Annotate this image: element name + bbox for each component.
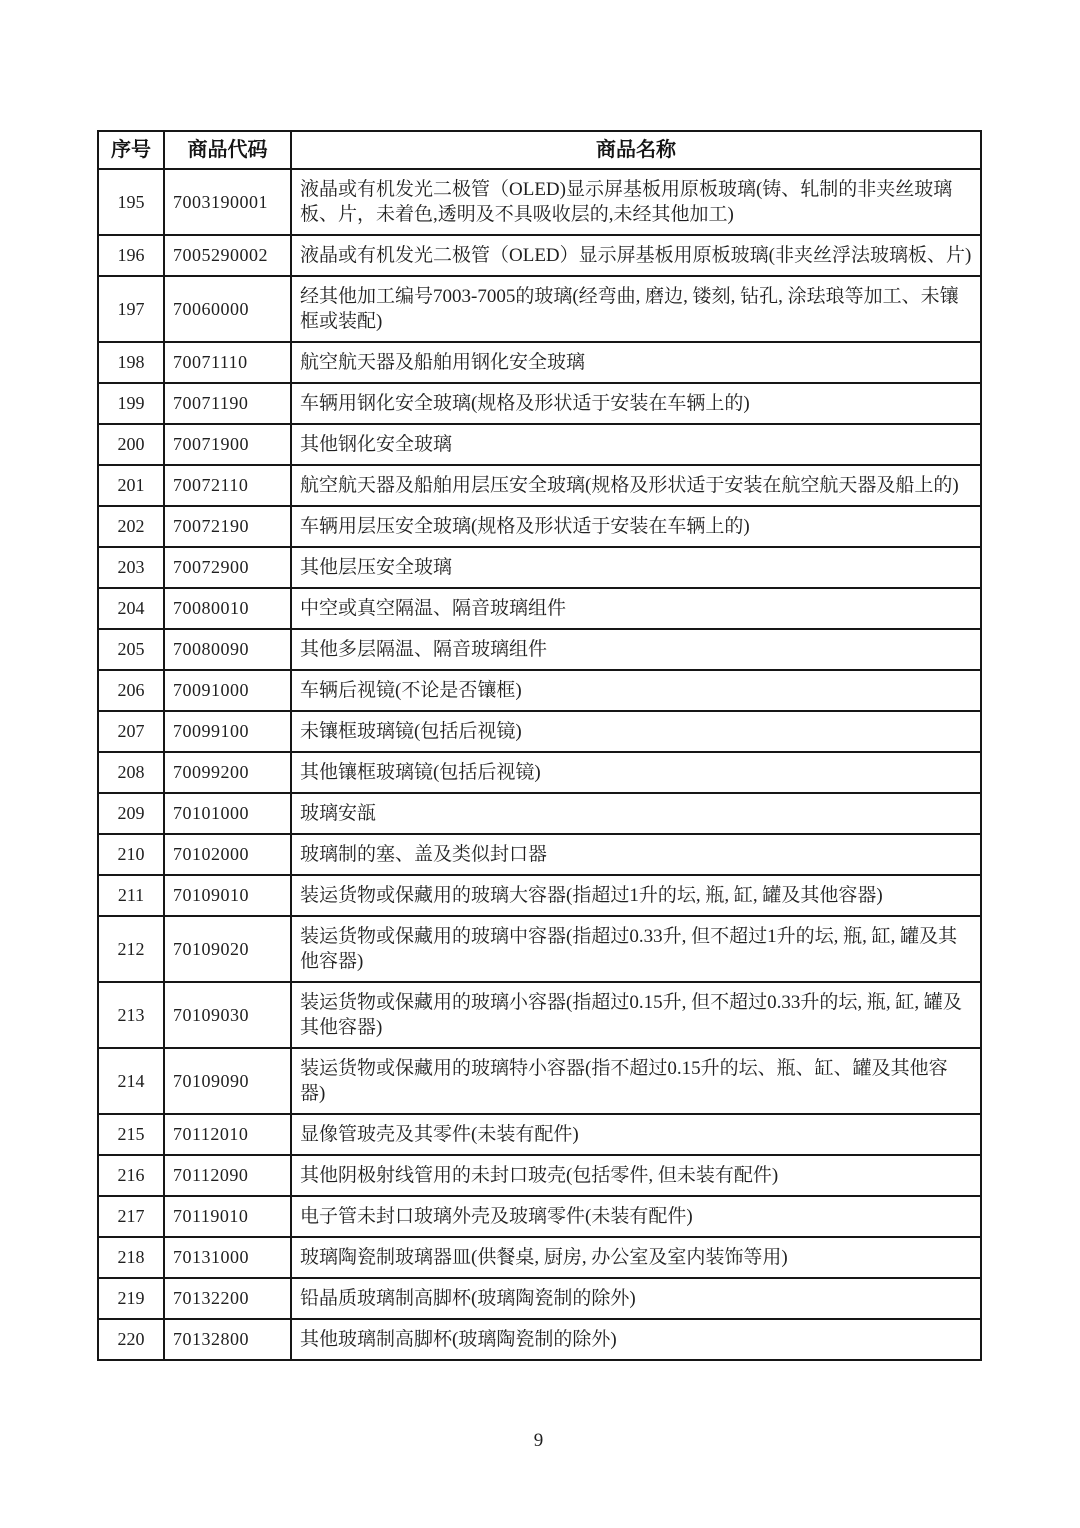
row-commodity-code: 70109020 — [164, 916, 291, 982]
row-serial-number: 208 — [98, 752, 164, 793]
row-commodity-code: 70071190 — [164, 383, 291, 424]
table-row — [98, 342, 981, 383]
row-serial-number: 211 — [98, 875, 164, 916]
row-serial-number: 195 — [98, 169, 164, 235]
row-serial-number: 201 — [98, 465, 164, 506]
row-serial-number: 200 — [98, 424, 164, 465]
row-commodity-name: 电子管未封口玻璃外壳及玻璃零件(未装有配件) — [291, 1196, 981, 1237]
table-row — [98, 1048, 981, 1114]
row-serial-number: 219 — [98, 1278, 164, 1319]
col-header-name: 商品名称 — [291, 131, 981, 169]
row-commodity-name: 航空航天器及船舶用层压安全玻璃(规格及形状适于安装在航空航天器及船上的) — [291, 465, 981, 506]
row-commodity-name: 其他玻璃制高脚杯(玻璃陶瓷制的除外) — [291, 1319, 981, 1360]
table-row — [98, 235, 981, 276]
table-row — [98, 506, 981, 547]
table-row — [98, 169, 981, 235]
table-row — [98, 1196, 981, 1237]
table-row — [98, 629, 981, 670]
row-commodity-code: 70072190 — [164, 506, 291, 547]
row-serial-number: 220 — [98, 1319, 164, 1360]
row-commodity-code: 70109090 — [164, 1048, 291, 1114]
col-header-serial: 序号 — [98, 131, 164, 169]
row-commodity-name: 车辆用钢化安全玻璃(规格及形状适于安装在车辆上的) — [291, 383, 981, 424]
row-serial-number: 204 — [98, 588, 164, 629]
table-row — [98, 982, 981, 1048]
commodity-table — [97, 130, 982, 1361]
row-commodity-name: 航空航天器及船舶用钢化安全玻璃 — [291, 342, 981, 383]
table-row — [98, 1278, 981, 1319]
row-commodity-code: 70080090 — [164, 629, 291, 670]
row-commodity-name: 玻璃安瓿 — [291, 793, 981, 834]
row-commodity-code: 70131000 — [164, 1237, 291, 1278]
table-row — [98, 711, 981, 752]
row-serial-number: 214 — [98, 1048, 164, 1114]
row-serial-number: 206 — [98, 670, 164, 711]
row-serial-number: 197 — [98, 276, 164, 342]
row-commodity-code: 70071110 — [164, 342, 291, 383]
row-commodity-code: 70072900 — [164, 547, 291, 588]
table-row — [98, 465, 981, 506]
row-serial-number: 207 — [98, 711, 164, 752]
row-serial-number: 215 — [98, 1114, 164, 1155]
row-commodity-name: 未镶框玻璃镜(包括后视镜) — [291, 711, 981, 752]
row-commodity-name: 装运货物或保藏用的玻璃中容器(指超过0.33升, 但不超过1升的坛, 瓶, 缸, 罐及其他容器) — [291, 916, 981, 982]
page-number: 9 — [533, 1430, 544, 1451]
row-serial-number: 212 — [98, 916, 164, 982]
row-serial-number: 213 — [98, 982, 164, 1048]
row-commodity-name: 装运货物或保藏用的玻璃小容器(指超过0.15升, 但不超过0.33升的坛, 瓶, 缸, 罐及其他容器) — [291, 982, 981, 1048]
row-commodity-code: 70102000 — [164, 834, 291, 875]
row-commodity-code: 70112010 — [164, 1114, 291, 1155]
row-commodity-code: 70060000 — [164, 276, 291, 342]
row-commodity-name: 其他镶框玻璃镜(包括后视镜) — [291, 752, 981, 793]
document-page — [97, 130, 980, 1451]
row-commodity-name: 装运货物或保藏用的玻璃大容器(指超过1升的坛, 瓶, 缸, 罐及其他容器) — [291, 875, 981, 916]
row-commodity-code: 70132800 — [164, 1319, 291, 1360]
row-commodity-name: 其他多层隔温、隔音玻璃组件 — [291, 629, 981, 670]
table-row — [98, 670, 981, 711]
row-serial-number: 209 — [98, 793, 164, 834]
row-serial-number: 216 — [98, 1155, 164, 1196]
row-commodity-name: 装运货物或保藏用的玻璃特小容器(指不超过0.15升的坛、瓶、缸、罐及其他容器) — [291, 1048, 981, 1114]
row-commodity-code: 70109010 — [164, 875, 291, 916]
row-commodity-name: 其他层压安全玻璃 — [291, 547, 981, 588]
row-commodity-name: 液晶或有机发光二极管（OLED）显示屏基板用原板玻璃(非夹丝浮法玻璃板、片) — [291, 235, 981, 276]
row-commodity-code: 70101000 — [164, 793, 291, 834]
row-serial-number: 210 — [98, 834, 164, 875]
row-commodity-name: 玻璃陶瓷制玻璃器皿(供餐桌, 厨房, 办公室及室内装饰等用) — [291, 1237, 981, 1278]
row-commodity-name: 其他阴极射线管用的未封口玻壳(包括零件, 但未装有配件) — [291, 1155, 981, 1196]
row-serial-number: 199 — [98, 383, 164, 424]
row-serial-number: 217 — [98, 1196, 164, 1237]
row-commodity-code: 70080010 — [164, 588, 291, 629]
row-commodity-name: 车辆用层压安全玻璃(规格及形状适于安装在车辆上的) — [291, 506, 981, 547]
row-commodity-code: 70109030 — [164, 982, 291, 1048]
table-row — [98, 1155, 981, 1196]
table-header-row — [98, 131, 981, 169]
table-row — [98, 588, 981, 629]
table-row — [98, 834, 981, 875]
row-commodity-name: 显像管玻壳及其零件(未装有配件) — [291, 1114, 981, 1155]
table-row — [98, 1319, 981, 1360]
table-row — [98, 276, 981, 342]
row-commodity-name: 车辆后视镜(不论是否镶框) — [291, 670, 981, 711]
row-serial-number: 205 — [98, 629, 164, 670]
table-row — [98, 916, 981, 982]
row-commodity-name: 中空或真空隔温、隔音玻璃组件 — [291, 588, 981, 629]
table-row — [98, 383, 981, 424]
table-row — [98, 547, 981, 588]
row-commodity-code: 7003190001 — [164, 169, 291, 235]
table-row — [98, 1237, 981, 1278]
row-commodity-name: 铅晶质玻璃制高脚杯(玻璃陶瓷制的除外) — [291, 1278, 981, 1319]
row-commodity-code: 70091000 — [164, 670, 291, 711]
row-serial-number: 218 — [98, 1237, 164, 1278]
col-header-code: 商品代码 — [164, 131, 291, 169]
row-commodity-code: 70072110 — [164, 465, 291, 506]
table-row — [98, 793, 981, 834]
table-row — [98, 875, 981, 916]
table-row — [98, 752, 981, 793]
row-commodity-code: 7005290002 — [164, 235, 291, 276]
row-serial-number: 202 — [98, 506, 164, 547]
row-commodity-code: 70099100 — [164, 711, 291, 752]
row-commodity-name: 其他钢化安全玻璃 — [291, 424, 981, 465]
row-commodity-code: 70119010 — [164, 1196, 291, 1237]
row-commodity-code: 70112090 — [164, 1155, 291, 1196]
row-commodity-code: 70132200 — [164, 1278, 291, 1319]
table-row — [98, 424, 981, 465]
row-serial-number: 196 — [98, 235, 164, 276]
row-serial-number: 198 — [98, 342, 164, 383]
row-serial-number: 203 — [98, 547, 164, 588]
row-commodity-name: 玻璃制的塞、盖及类似封口器 — [291, 834, 981, 875]
row-commodity-code: 70071900 — [164, 424, 291, 465]
table-row — [98, 1114, 981, 1155]
row-commodity-name: 液晶或有机发光二极管（OLED)显示屏基板用原板玻璃(铸、轧制的非夹丝玻璃板、片，未着色,透明及不具吸收层的,未经其他加工) — [291, 169, 981, 235]
table-body — [98, 169, 981, 1360]
row-commodity-code: 70099200 — [164, 752, 291, 793]
row-commodity-name: 经其他加工编号7003-7005的玻璃(经弯曲, 磨边, 镂刻, 钻孔, 涂珐琅等加工、未镶框或装配) — [291, 276, 981, 342]
